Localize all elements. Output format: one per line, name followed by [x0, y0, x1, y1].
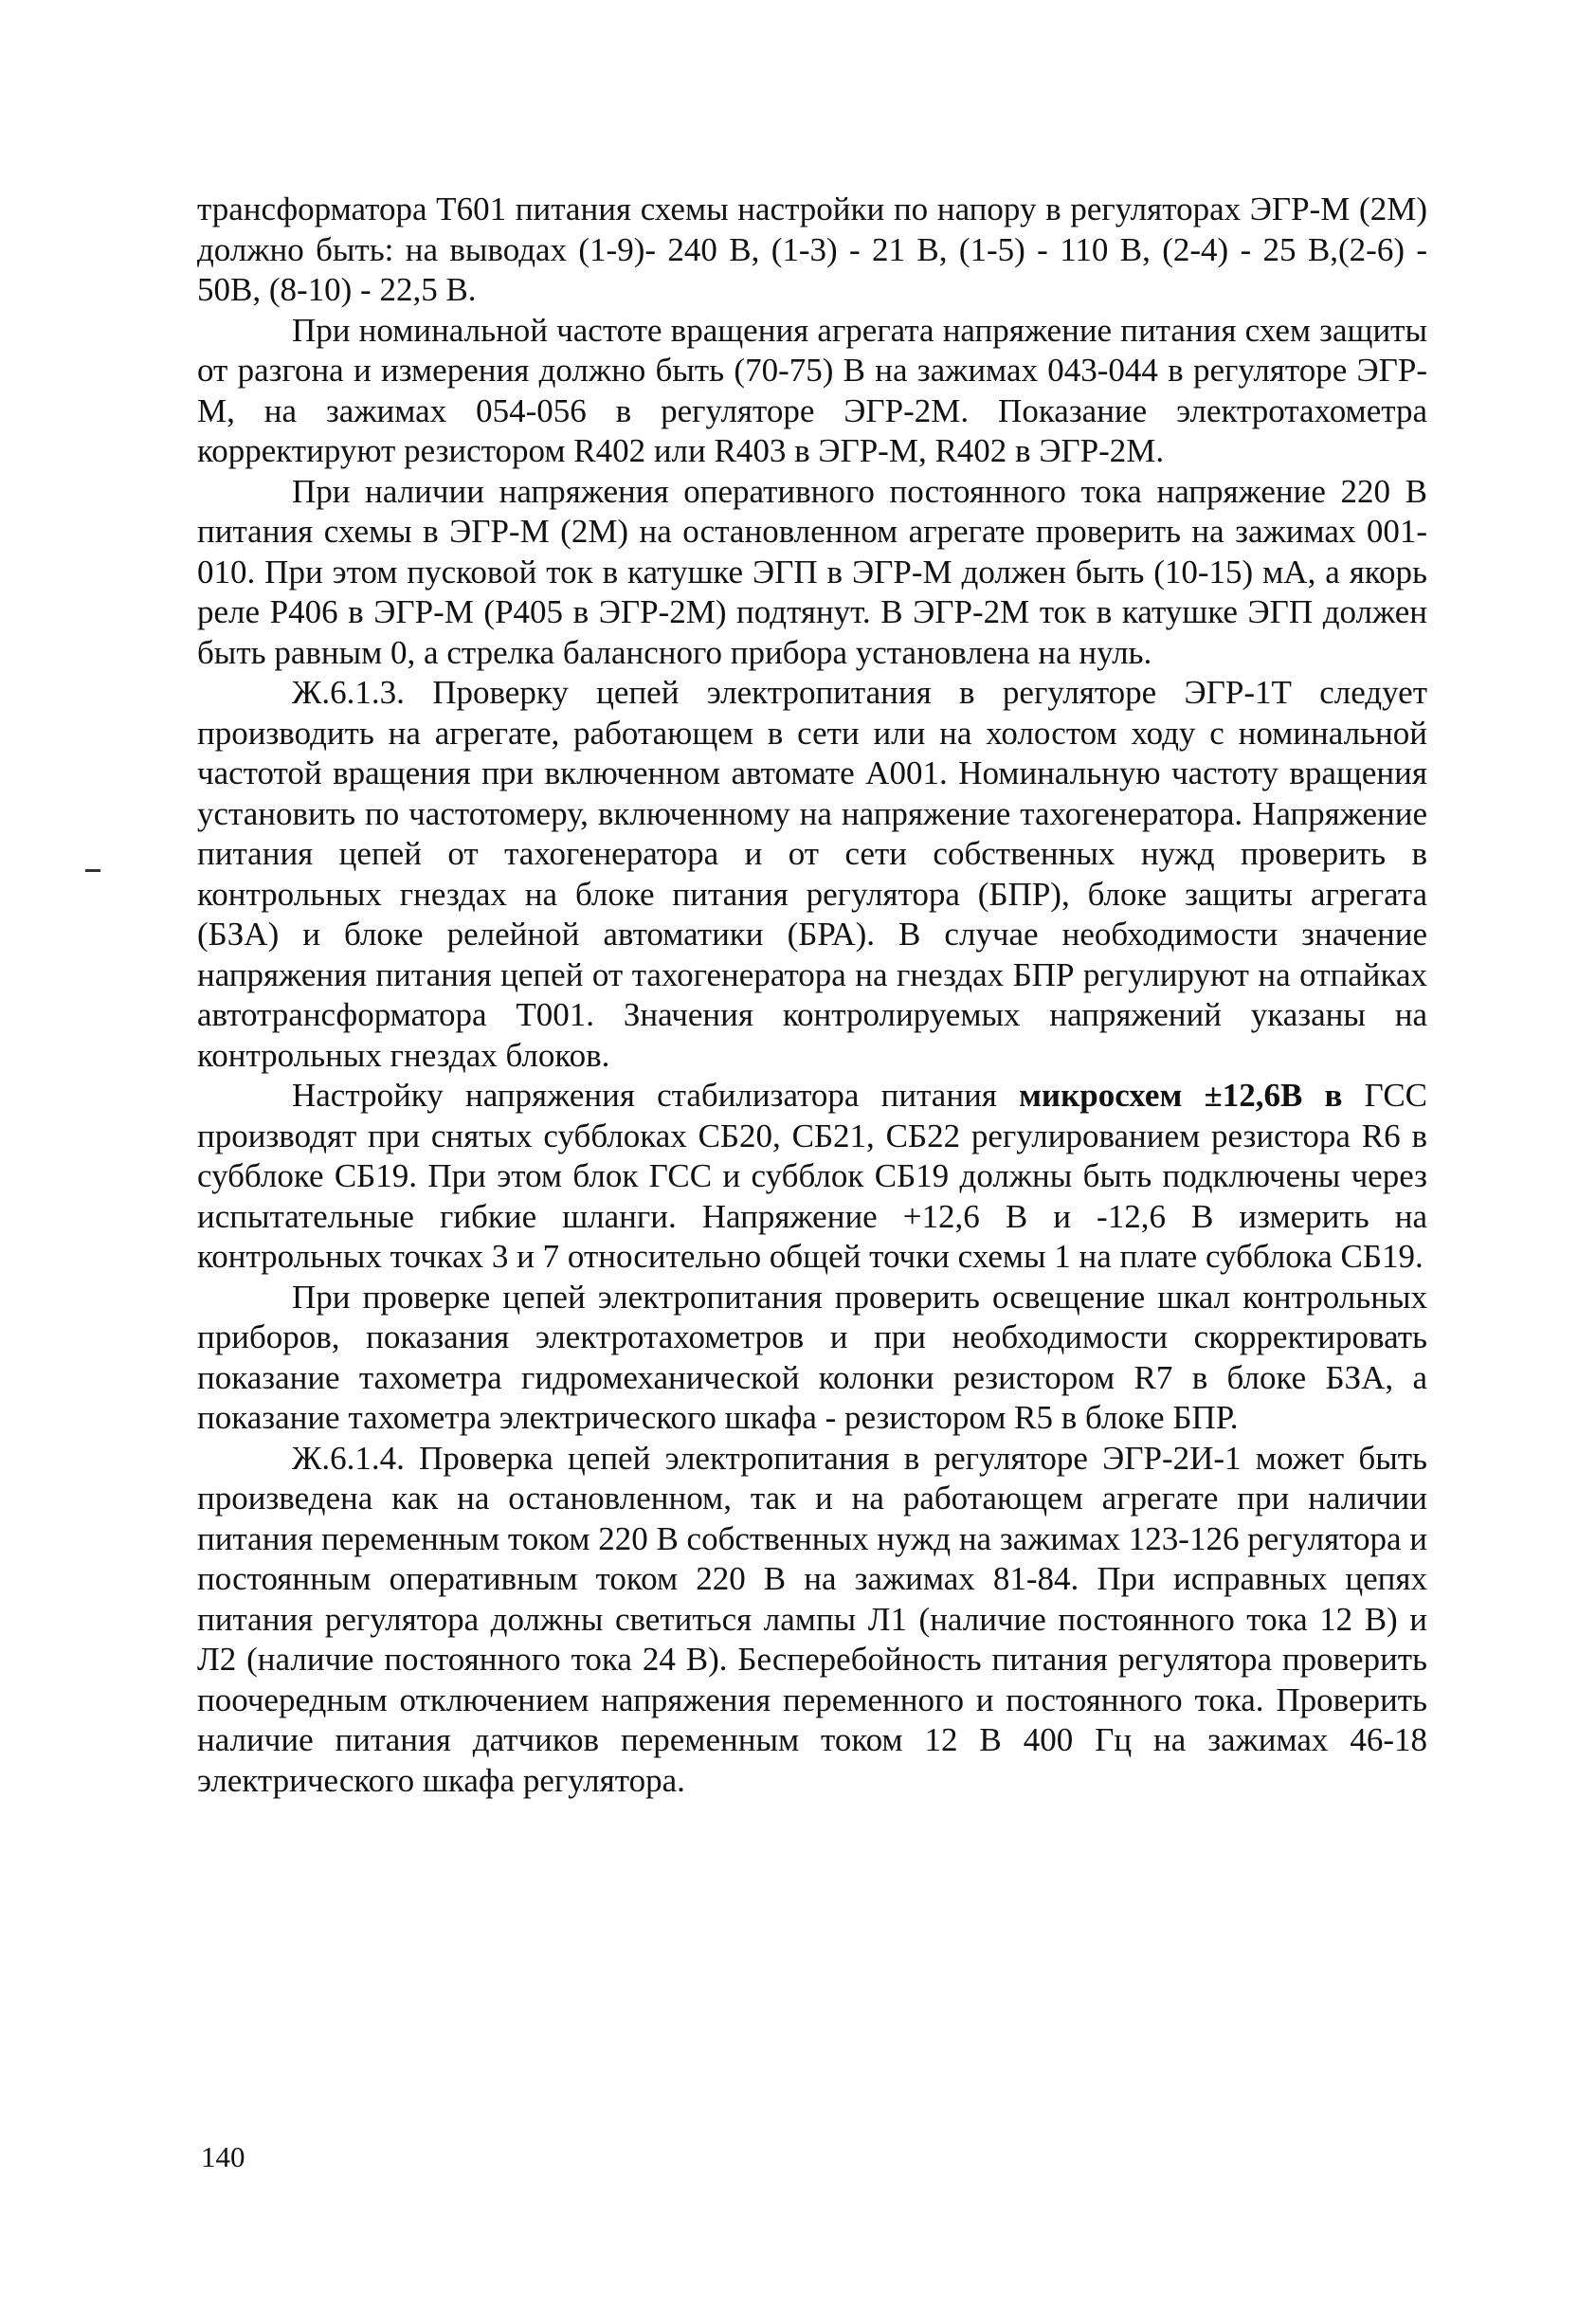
- paragraph-6: При проверке цепей электропитания проверить освещение шкал контрольных приборов, показания электротахометров и при необходимости скорректировать показание тахометра гидромеханической колонки резистором R7 в блоке БЗА, а показание тахометра электрического шкафа - резистором R5 в блоке БПР.: [197, 1278, 1427, 1436]
- page-number: 140: [201, 2140, 245, 2173]
- paragraph-7: Ж.6.1.4. Проверка цепей электропитания в регуляторе ЭГР-2И-1 может быть произведена как на остановленном, так и на работающем агрегате при наличии питания переменным током 220 В собственных нужд на зажимах 123-126 регулятора и постоянным оперативным током 220 В на зажимах 81-84. При исправных цепях питания регулятора должны светиться лампы Л1 (наличие постоянного тока 12 В) и Л2 (наличие постоянного тока 24 В). Бесперебойность питания регулятора проверить поочередным отключением напряжения переменного и постоянного тока. Проверить наличие питания датчиков переменным током 12 В 400 Гц на зажимах 46-18 электрического шкафа регулятора.: [197, 1439, 1427, 1799]
- paragraph-5-bold: микросхем ±12,6В в: [1019, 1077, 1343, 1114]
- paragraph-4: Ж.6.1.3. Проверку цепей электропитания в регуляторе ЭГР-1Т следует производить на агрегате, работающем в сети или на холостом ходу с номинальной частотой вращения при включенном автомате А001. Номинальную частоту вращения установить по частотомеру, включенному на напряжение тахогенератора. Напряжение питания цепей от тахогенератора и от сети собственных нужд проверить в контрольных гнездах на блоке питания регулятора (БПР), блоке защиты агрегата (БЗА) и блоке релейной автоматики (БРА). В случае необходимости значение напряжения питания цепей от тахогенератора на гнездах БПР регулируют на отпайках автотрансформатора Т001. Значения контролируемых напряжений указаны на контрольных гнездах блоков.: [197, 674, 1427, 1074]
- paragraph-5-end: ГСС производят при снятых субблоках СБ20, СБ21, СБ22 регулированием резистора R6 в субблоке СБ19. При этом блок ГСС и субблок СБ19 должны быть подключены через испытательные гибкие шланги. Напряжение +12,6 В и -12,6 В измерить на контрольных точках 3 и 7 относительно общей точки схемы 1 на плате субблока СБ19.: [197, 1077, 1428, 1275]
- paragraph-3: При наличии напряжения оперативного постоянного тока напряжение 220 В питания схемы в ЭГР-М (2М) на остановленном агрегате проверить на зажимах 001-010. При этом пусковой ток в катушке ЭГП в ЭГР-М должен быть (10-15) мА, а якорь реле Р406 в ЭГР-М (Р405 в ЭГР-2М) подтянут. В ЭГР-2М ток в катушке ЭГП должен быть равным 0, а стрелка балансного прибора установлена на нуль.: [197, 472, 1427, 671]
- document-body: [197, 190, 1427, 1801]
- paragraph-5-start: Настройку напряжения стабилизатора питания: [292, 1077, 1020, 1114]
- paragraph-1: трансформатора Т601 питания схемы настройки по напору в регуляторах ЭГР-М (2М) должно быть: на выводах (1-9)- 240 В, (1-3) - 21 В, (1-5) - 110 В, (2-4) - 25 В,(2-6) - 50В, (8-10) - 22,5 В.: [197, 191, 1427, 308]
- paragraph-2: При номинальной частоте вращения агрегата напряжение питания схем защиты от разгона и измерения должно быть (70-75) В на зажимах 043-044 в регуляторе ЭГР-М, на зажимах 054-056 в регуляторе ЭГР-2М. Показание электротахометра корректируют резистором R402 или R403 в ЭГР-М, R402 в ЭГР-2М.: [197, 311, 1427, 469]
- margin-mark: [85, 869, 100, 872]
- paragraph-5: [197, 1076, 1427, 1278]
